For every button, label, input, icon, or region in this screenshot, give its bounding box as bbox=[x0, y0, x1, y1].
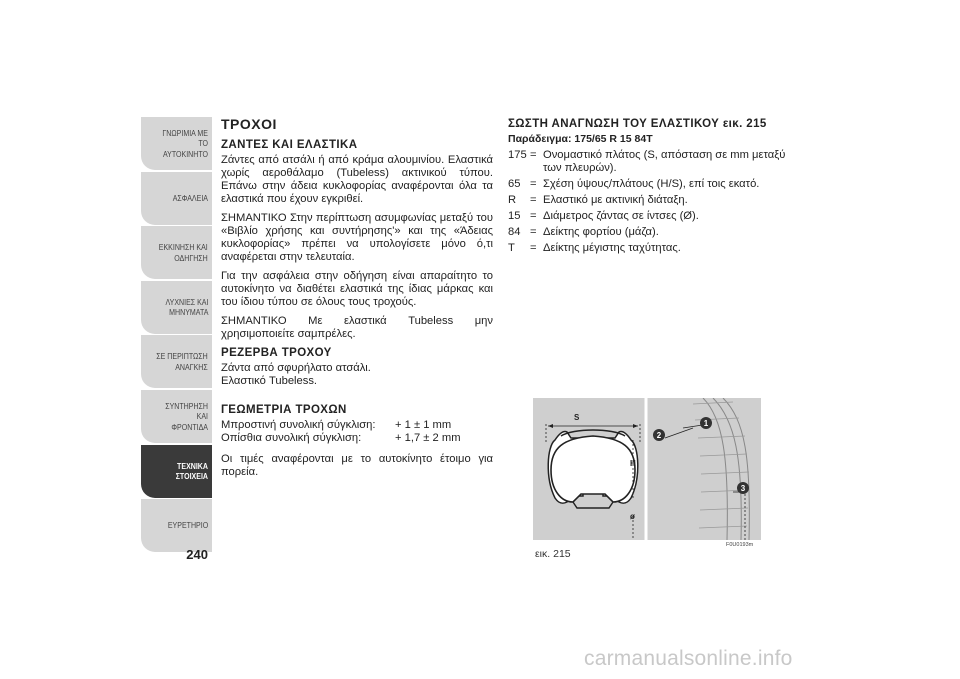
chapter-sidebar bbox=[141, 117, 212, 554]
paragraph: ΣΗΜΑΝΤΙΚΟ Με ελαστικά Tubeless μην χρησιμοποιείτε σαμπρέλες. bbox=[221, 315, 493, 340]
tab-getting-to-know[interactable] bbox=[141, 117, 212, 170]
definition-text: Δείκτης μέγιστης ταχύτητας. bbox=[543, 242, 681, 254]
tab-technical-data[interactable] bbox=[141, 445, 212, 498]
equals-sign: = bbox=[530, 242, 537, 254]
equals-sign: = bbox=[530, 210, 537, 222]
definition-text: Σχέση ύψους/πλάτους (H/S), επί τοις εκατό. bbox=[543, 178, 760, 190]
figure-code: F0U0193m bbox=[726, 542, 754, 548]
alignment-row bbox=[221, 432, 493, 445]
tab-warning-lights[interactable] bbox=[141, 281, 212, 334]
tab-label: ΤΕΧΝΙΚΑ ΣΤΟΙΧΕΙΑ bbox=[175, 460, 208, 482]
definition-row bbox=[508, 242, 790, 255]
page-title: ΤΡΟΧΟΙ bbox=[221, 116, 277, 132]
section-heading: ΖΑΝΤΕΣ ΚΑΙ ΕΛΑΣΤΙΚΑ bbox=[221, 139, 358, 151]
definition-text: Ελαστικό με ακτινική διάταξη. bbox=[543, 194, 688, 206]
text-line: Ελαστικό Tubeless. bbox=[221, 375, 318, 387]
section-heading: ΓΕΩΜΕΤΡΙΑ ΤΡΟΧΩΝ bbox=[221, 404, 347, 416]
definition-row bbox=[508, 226, 790, 239]
right-column bbox=[508, 118, 790, 258]
alignment-value: + 1,7 ± 2 mm bbox=[395, 432, 461, 444]
definition-text: Ονομαστικό πλάτος (S, απόσταση σε mm μεταξύ των πλευρών). bbox=[543, 149, 786, 174]
tab-label: ΑΣΦΑΛΕΙΑ bbox=[172, 192, 208, 203]
definition-text: Διάμετρος ζάντας σε ίντσες (Ø). bbox=[543, 210, 699, 222]
paragraph: Οι τιμές αναφέρονται με το αυτοκίνητο έτοιμο για πορεία. bbox=[221, 453, 493, 478]
tab-label: ΣΥΝΤΗΡΗΣΗ ΚΑΙ ΦΡΟΝΤΙΔΑ bbox=[165, 400, 208, 432]
figure-caption: εικ. 215 bbox=[535, 548, 571, 560]
paragraph: Για την ασφάλεια στην οδήγηση είναι απαραίτητο το αυτοκίνητο να διαθέτει ελαστικά της ίδιας μάρκας και του ίδιου τύπου σε όλους τους τροχούς. bbox=[221, 270, 493, 308]
definition-code: 175 bbox=[508, 149, 527, 161]
definition-code: 15 bbox=[508, 210, 521, 222]
equals-sign: = bbox=[530, 194, 537, 206]
tab-emergency[interactable] bbox=[141, 335, 212, 388]
tab-label: ΣΕ ΠΕΡΙΠΤΩΣΗ ΑΝΑΓΚΗΣ bbox=[156, 351, 208, 372]
definition-row bbox=[508, 210, 790, 223]
page-number: 240 bbox=[186, 547, 208, 562]
tire-diagram bbox=[533, 398, 761, 540]
section-heading: ΡΕΖΕΡΒΑ ΤΡΟΧΟΥ bbox=[221, 347, 332, 359]
alignment-label: Μπροστινή συνολική σύγκλιση: bbox=[221, 419, 376, 431]
dimension-label-s: S bbox=[574, 413, 580, 422]
tire-sidewall-drawing bbox=[653, 398, 749, 540]
dimension-label-diameter: ø bbox=[630, 512, 635, 521]
definition-code: R bbox=[508, 194, 517, 206]
equals-sign: = bbox=[530, 149, 537, 161]
text-line: Ζάντα από σφυρήλατο ατσάλι. bbox=[221, 362, 371, 374]
paragraph: Ζάντες από ατσάλι ή από κράμα αλουμινίου. Ελαστικά χωρίς αεροθάλαμο (Tubeless) ακτινικού τύπου. Επάνω στην άδεια κυκλοφορίας αναφέρονται όλα τα ελαστικά που έχουν εγκριθεί. bbox=[221, 154, 493, 205]
tab-label: ΕΥΡΕΤΗΡΙΟ bbox=[167, 520, 208, 531]
tab-index[interactable] bbox=[141, 499, 212, 552]
alignment-row bbox=[221, 419, 493, 432]
callout-2: 2 bbox=[656, 431, 662, 440]
tab-safety[interactable] bbox=[141, 172, 212, 225]
callout-1: 1 bbox=[703, 419, 709, 428]
tab-label: ΛΥΧΝΙΕΣ ΚΑΙ ΜΗΝΥΜΑΤΑ bbox=[164, 296, 208, 318]
tire-section-drawing bbox=[546, 413, 640, 540]
alignment-label: Οπίσθια συνολική σύγκλιση: bbox=[221, 432, 362, 444]
alignment-value: + 1 ± 1 mm bbox=[395, 419, 452, 431]
tab-label: ΕΚΚΙΝΗΣΗ ΚΑΙ ΟΔΗΓΗΣΗ bbox=[158, 242, 208, 263]
callout-3: 3 bbox=[740, 484, 746, 493]
section-heading: ΣΩΣΤΗ ΑΝΑΓΝΩΣΗ ΤΟΥ ΕΛΑΣΤΙΚΟΥ εικ. 215 bbox=[508, 118, 767, 130]
definition-row bbox=[508, 149, 790, 175]
definition-code: T bbox=[508, 242, 515, 254]
tab-maintenance[interactable] bbox=[141, 390, 212, 443]
definition-text: Δείκτης φορτίου (μάζα). bbox=[543, 226, 659, 238]
tab-starting-driving[interactable] bbox=[141, 226, 212, 279]
definition-code: 65 bbox=[508, 178, 521, 190]
definition-row bbox=[508, 194, 790, 207]
example-line: Παράδειγμα: 175/65 R 15 84T bbox=[508, 133, 653, 145]
dimension-label-h: H bbox=[630, 459, 636, 468]
equals-sign: = bbox=[530, 226, 537, 238]
watermark: carmanualsonline.info bbox=[584, 647, 793, 670]
left-column bbox=[221, 118, 493, 485]
tab-label: ΓΝΩΡΙΜΙΑ ΜΕ ΤΟ ΑΥΤΟΚΙΝΗΤΟ bbox=[162, 127, 208, 159]
equals-sign: = bbox=[530, 178, 537, 190]
paragraph: ΣΗΜΑΝΤΙΚΟ Στην περίπτωση ασυμφωνίας μεταξύ του «Βιβλίο χρήσης και συντήρησης'» και της «Άδειας κυκλοφορίας» πρέπει να υπολογίσετε μόνο ό,τι αναφέρεται στην τελευταία. bbox=[221, 212, 493, 263]
definition-code: 84 bbox=[508, 226, 521, 238]
definition-row bbox=[508, 178, 790, 191]
